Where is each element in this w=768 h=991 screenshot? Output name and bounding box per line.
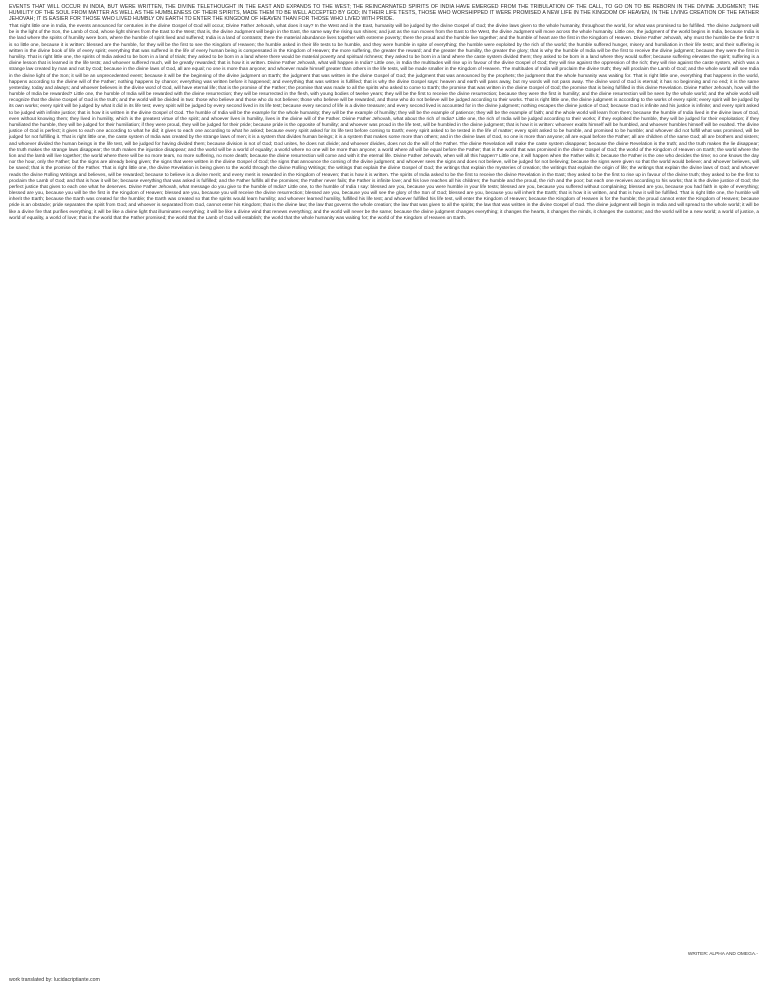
footer-credit: work translated by: lucidacriptiante.com: [9, 977, 100, 983]
document-page: [9, 4, 759, 222]
document-heading: EVENTS THAT WILL OCCUR IN INDIA, BUT WERE WRITTEN, THE DIVINE TELETHOUGHT IN THE EAST AND EXPANDS TO THE WEST; THE REINCARNATED SPIRITS OF INDIA HAVE EMERGED FROM THE TRIBULATION OF THE CALL, TO GO ON TO BE REBORN IN THE DIVINE JUDGMENT; THE HUMILITY OF THE SOUL FROM MATTER AS WELL AS THE HUMBLENESS OF THEIR SPIRITS, MADE THEM TO BE WELL ACCEPTED BY GOD; IN THEIR LIFE TESTS, THOSE WHO WORSHIPPED IT WERE PROMISED A NEW LIFE IN THE KINGDOM OF HEAVEN, IN THE LIVING CREATION OF THE FATHER JEHOVAH; IT IS EASIER FOR THOSE WHO LIVED HUMBLY ON EARTH TO ENTER THE KINGDOM OF HEAVEN THAN FOR THOSE WHO LIVED WITH PRIDE.: [9, 4, 759, 22]
document-body: That night little one in India, the events announced for centuries in the divine Gospel of God will occur, Divine Father Jehovah, what does it say? In the West and in the East, humanity will be judged by the divine Gospel of God; the divine laws given to the whole humanity, throughout the world, for what was promised to be fulfilled. The divine Judgment will be in the light of the Son, the Lamb of God, whose light shines from the East to the West; that is, the divine Judgment will begin in the East, the same way the rising sun shines; and just as the sun moves from the East to the West, the divine Judgment will move across the whole humanity. Little one, the judgment of the world begins in India, because India is the land where the spirits of humility were born, where the humble of spirit lived and suffered; India is a land of contrasts; there the material abundance lives together with extreme poverty; there the proud and the humble live together; and the humble of heart are the first in the Kingdom of Heaven. Divine Father Jehovah, why must the humble be the first? It is so little one, because it is written: blessed are the humble, for they will be the first to see the Kingdom of Heaven; the humble asked in their life tests to be humble, and they were humble in spite of everything; the humble were exploited by the rich of the world; the humble suffered hunger, misery and humiliation in their life tests; and their suffering is written in the divine book of life of every spirit; everything that was suffered in the life of every human being is compensated in the Kingdom of Heaven; the more suffering, the greater the reward; and the greater the humility, the greater the glory; that is why the humble of India will be the first to receive the divine judgment; because they were the first in humility. That is right little one, the spirits of India asked to be born in a land of trials; they asked to be born in a land where there would be material poverty and spiritual richness; they asked to be born in a land where the caste system divided them; they asked to be born in a land where they would suffer; because suffering elevates the spirit; suffering is a divine lesson that is learned in the life tests; and whoever suffered much, will be greatly rewarded; that is how it is written. Divine Father Jehovah, what will happen in India? Little one, in India the multitudes will rise up in favour of the divine Gospel of God; they will rise against the oppression of the rich; they will rise against the caste system, which was a strange law created by man and not by God; because in the divine laws of God, all are equal; no one is more than anyone; and whoever made himself greater than others in the life tests, will be made smaller in the Kingdom of Heaven. The multitudes of India will proclaim the divine truth; they will proclaim the Lamb of God; and the whole world will see India in the divine light of the Son; it will be an unprecedented event; because it will be the beginning of the divine judgment on Earth; the judgment that was written in the divine Gospel of God; the judgment that was announced by the prophets; the judgment that the whole humanity was waiting for. That is right little one, everything that happens in the world, happens according to the divine will of the Father; nothing happens by chance; everything was written before it happened; and everything that was written is fulfilled; that is why the divine Gospel says: heaven and earth will pass away, but my words will not pass away. The divine word of God is eternal; it has no beginning and no end; it is the same yesterday, today and always; and whoever believes in the divine word of God, will have eternal life; that is the promise of the Father; the promise that was made to all the spirits who asked to come to Earth; the promise that was written in the divine Gospel of God; the promise that is being fulfilled in this divine Revelation. Divine Father Jehovah, how will the humble of India be rewarded? Little one, the humble of India will be rewarded with the divine resurrection; they will be resurrected in the flesh, with young bodies of twelve years; they will be the first to receive the divine resurrection; because they were the first in humility; and the divine resurrection will be seen by the whole world; and the whole world will recognize that the divine Gospel of God is the truth; and the world will be divided in two: those who believe and those who do not believe; those who believe will be rewarded, and those who do not believe will be judged according to their works. That is right little one, the divine judgment is according to the works of every spirit; every spirit will be judged by its own works; every spirit will be judged by what it did in its life test; every spirit will be judged by every second lived in its life test; because every second of life is a divine treasure; and every second lived is accounted for in the divine judgment; nothing escapes the divine justice of God; because God is infinite and his justice is infinite; and every spirit asked to be judged with infinite justice; that is how it is written in the divine Gospel of God. The humble of India will be the example for the whole humanity; they will be the example of humility; they will be the example of patience; they will be the example of faith; and the whole world will learn from them; because the humble of India lived in the divine laws of God, even without knowing them; they lived in humility, which is the greatest virtue of the spirit; and whoever lives in humility, lives in the divine will of the Father. Divine Father Jehovah, what about the rich of India? Little one, the rich of India will be judged according to their works; if they exploited the humble, they will be judged for their exploitation; if they humiliated the humble, they will be judged for their humiliation; if they were proud, they will be judged for their pride; because pride is the opposite of humility; and whoever was proud in the life test, will be humbled in the divine judgment; that is how it is written: whoever exalts himself will be humbled, and whoever humbles himself will be exalted. The divine justice of God is perfect; it gives to each one according to what he did; it gives to each one according to what he asked; because every spirit asked for its life test before coming to Earth; every spirit asked to be tested in the life of matter; every spirit asked to be humble, and promised to be humble; and whoever did not fulfill what was promised, will be judged for not fulfilling it. That is right little one, the caste system of India was created by the strange laws of men; it is a system that divides human beings; it is a system that makes some more than others; and in the divine laws of God, no one is more than anyone; all are equal before the Father; all are children of the same God; all are brothers and sisters; and whoever divided the human beings in the life test, will be judged for having divided them; because division is not of God; God unites, he does not divide; and whoever divides, does not do the will of the Father. The divine Revelation will make the caste system disappear; because the divine Revelation is the truth; and the truth makes the lie disappear; the truth makes the strange laws disappear; the truth makes the injustice disappear; and the world will be a world of equality; a world where no one will be more than anyone; a world where all will be equal before the Father; that is the world that was promised in the divine Gospel of God; the world of the Kingdom of Heaven on Earth; the world where the lion and the lamb will live together; the world where there will be no more tears, no more suffering, no more death; because the divine resurrection will come and with it the eternal life. Divine Father Jehovah, when will all this happen? Little one, it will happen when the Father wills it; because the Father is the one who decides the time; no one knows the day nor the hour, only the Father; but the signs are already being given; the signs that were written in the divine Gospel of God; the signs that announce the coming of the divine judgment; and whoever sees the signs and does not believe, will be judged for not believing; because the signs were given so that the world would believe; and whoever believes, will be saved; that is the promise of the Father. That is right little one, the divine Revelation is being given to the world through the divine Rolling Writings; the writings that explain the divine Gospel of God; the writings that explain the mysteries of creation; the writings that explain the origin of life; the writings that explain the divine laws of God; and whoever reads the divine Rolling Writings and believes, will be rewarded; because to believe is a divine merit; and every merit is rewarded in the Kingdom of Heaven; that is how it is written. The spirits of India asked to be the first to receive the divine Revelation in the East; they asked to be the first to rise up in favour of the divine truth; they asked to be the first to proclaim the Lamb of God; and that is how it will be; because everything that was asked is fulfilled; and the Father fulfills all the promises; the Father never fails; the Father is infinite love; and his love reaches all his children; the humble and the proud, the rich and the poor; but each one receives according to his works; that is the divine justice of God; the perfect justice that gives to each one what he deserves. Divine Father Jehovah, what message do you give to the humble of India? Little one, to the humble of India I say: blessed are you, because you were humble in your life tests; blessed are you, because you suffered without complaining; blessed are you, because you had faith in spite of everything; blessed are you, because you will be the first in the Kingdom of Heaven; blessed are you, because you will receive the divine resurrection; blessed are you, because you will see the glory of the Son of God; blessed are you, because you will inherit the Earth; that is how it is written, and that is how it will be fulfilled. That is right little one, the humble will inherit the Earth; because the Earth was created for the humble; the Earth was created so that the spirits would learn humility; and whoever learned humility, fulfilled his life test; and whoever fulfilled his life test, will enter the Kingdom of Heaven; because the Kingdom of Heaven is for the humble; the proud cannot enter the Kingdom of Heaven; because pride is an obstacle; pride separates the spirit from God; and whoever is separated from God, cannot enter his Kingdom; that is the divine law; the law that governs the whole creation; the law that was given to all the spirits; the law that was written in the divine Gospel of God. The divine judgment will begin in India and will spread to the whole world; it will be like a divine fire that purifies everything; it will be like a divine light that illuminates everything; it will be like a divine wind that renews everything; and the world will never be the same; because the divine judgment changes everything; it changes the hearts, it changes the minds, it changes the customs; and the world will be a new world; a world of justice, a world of equality, a world of love; that is the world that the Father promised; the world that the Lamb of God will establish; the world that the whole humanity was waiting for; the world of the Kingdom of Heaven on Earth.: [9, 24, 759, 221]
signature: WRITER: ALPHA AND OMEGA.-: [687, 952, 758, 957]
